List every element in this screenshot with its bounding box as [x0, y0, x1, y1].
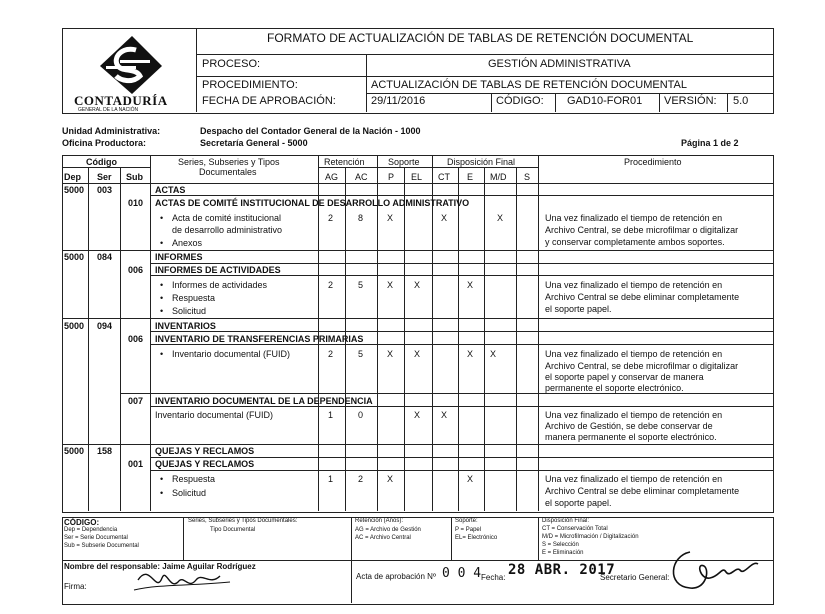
r2-dep: 5000	[64, 252, 85, 262]
r2-t3: • Solicitud	[172, 306, 206, 316]
legend-codigo-h: CÓDIGO:	[64, 518, 100, 527]
r3-e: X	[467, 349, 474, 359]
r5-t2: • Solicitud	[172, 488, 206, 498]
legend-ret-h: Retención (Años):	[355, 518, 404, 524]
acta-label: Acta de aprobación Nº	[356, 572, 436, 581]
logo-sub: GENERAL DE LA NACIÓN	[78, 107, 139, 113]
col-ac: AC	[355, 172, 368, 182]
r4-sub: 007	[128, 396, 144, 406]
r3-p: X	[387, 349, 394, 359]
r5-subname: QUEJAS Y RECLAMOS	[155, 459, 255, 469]
r2-subname: INFORMES DE ACTIVIDADES	[155, 265, 281, 275]
r5-name: QUEJAS Y RECLAMOS	[155, 446, 255, 456]
contaduria-logo	[92, 36, 162, 94]
col-disposicion: Disposición Final	[447, 157, 516, 167]
r2-proc1: Una vez finalizado el tiempo de retención en	[545, 280, 723, 290]
legend-sop-2: EL= Electrónico	[455, 535, 498, 541]
r2-proc3: el soporte papel.	[545, 304, 612, 314]
col-codigo: Código	[86, 157, 117, 167]
r5-proc1: Una vez finalizado el tiempo de retención en	[545, 474, 723, 484]
r2-proc2: Archivo Central se debe eliminar completamente	[545, 292, 740, 302]
r1-proc2: Archivo Central, se debe microfilmar o digitalizar	[545, 225, 739, 235]
r3-t1: • Inventario documental (FUID)	[172, 349, 290, 359]
procedimiento-label: PROCEDIMIENTO:	[202, 79, 298, 91]
secretario-signature	[666, 546, 762, 596]
acta-number: 0 0 4	[442, 566, 482, 581]
legend-codigo-3: Sub = Subserie Documental	[64, 543, 139, 549]
r3-proc3: el soporte papel y conservar de manera	[545, 372, 704, 382]
r4-ct: X	[441, 410, 448, 420]
r1-ac: 8	[358, 213, 364, 223]
col-ag: AG	[325, 172, 339, 182]
r4-proc1: Una vez finalizado el tiempo de retención en	[545, 410, 723, 420]
r4-ac: 0	[358, 410, 364, 420]
col-series: Series, Subseries y Tipos	[178, 157, 280, 167]
legend-disp-1: CT = Conservación Total	[542, 526, 608, 532]
r2-name: INFORMES	[155, 252, 203, 262]
r1-proc1: Una vez finalizado el tiempo de retención en	[545, 213, 723, 223]
legend-disp-h: Disposición Final:	[542, 518, 590, 524]
firma-label: Firma:	[64, 582, 87, 591]
r5-ac: 2	[358, 474, 364, 484]
col-e: E	[467, 172, 474, 182]
r4-ag: 1	[328, 410, 334, 420]
legend-codigo-2: Ser = Serie Documental	[64, 535, 128, 541]
col-sub: Sub	[126, 172, 143, 182]
r3-md: X	[490, 349, 497, 359]
col-el: EL	[411, 172, 423, 182]
proceso-label: PROCESO:	[202, 58, 261, 70]
r5-sub: 001	[128, 459, 144, 469]
procedimiento-value: ACTUALIZACIÓN DE TABLAS DE RETENCIÓN DOCUMENTAL	[371, 79, 687, 91]
legend-ret-2: AC = Archivo Central	[355, 535, 411, 541]
form-title: FORMATO DE ACTUALIZACIÓN DE TABLAS DE RETENCIÓN DOCUMENTAL	[267, 31, 694, 45]
legend-sop-1: P = Papel	[455, 527, 482, 533]
r2-p: X	[387, 280, 394, 290]
fecha-label: FECHA DE APROBACIÓN:	[202, 95, 336, 107]
codigo-label: CÓDIGO:	[496, 95, 544, 107]
legend-disp-2: M/D = Microfilmación / Digitalización	[542, 534, 639, 540]
r1-ser: 003	[97, 185, 113, 195]
r5-proc2: Archivo Central se debe eliminar completamente	[545, 486, 740, 496]
r2-t1: • Informes de actividades	[172, 280, 267, 290]
col-documentales: Documentales	[199, 167, 257, 177]
legend-series-1: Tipo Documental	[210, 527, 256, 533]
r3-proc1: Una vez finalizado el tiempo de retención en	[545, 349, 723, 359]
r3-dep: 5000	[64, 321, 85, 331]
r1-t2: • Anexos	[172, 238, 202, 248]
r2-ser: 084	[97, 252, 113, 262]
secretario-label: Secretario General:	[600, 573, 670, 582]
fecha-footer-label: Fecha:	[481, 573, 506, 582]
r1-proc3: y conservar completamente ambos soportes.	[545, 237, 725, 247]
r5-dep: 5000	[64, 446, 85, 456]
responsable-name: Nombre del responsable: Jaime Aguilar Rodríguez	[64, 562, 256, 571]
col-p: P	[388, 172, 395, 182]
fecha-value: 29/11/2016	[371, 95, 426, 107]
r2-t2: • Respuesta	[172, 293, 215, 303]
col-s: S	[524, 172, 531, 182]
version-value: 5.0	[733, 95, 749, 107]
r1-sub: 010	[128, 198, 144, 208]
r1-md: X	[497, 213, 504, 223]
col-dep: Dep	[64, 172, 82, 182]
r1-ag: 2	[328, 213, 334, 223]
legend-series-h: Series, Subseries y Tipos Documentales:	[188, 518, 298, 524]
legend-disp-3: S = Selección	[542, 542, 579, 548]
logo-name: CONTADURÍA	[74, 93, 168, 108]
page-number: Página 1 de 2	[681, 138, 739, 148]
unidad-label: Unidad Administrativa:	[62, 126, 161, 136]
r2-ac: 5	[358, 280, 364, 290]
col-ct: CT	[438, 172, 450, 182]
oficina-label: Oficina Productora:	[62, 138, 147, 148]
r1-t1b: de desarrollo administrativo	[172, 225, 283, 235]
col-soporte: Soporte	[388, 157, 420, 167]
proceso-value: GESTIÓN ADMINISTRATIVA	[488, 58, 631, 70]
r4-proc3: manera permanente el soporte electrónico.	[545, 432, 717, 442]
col-procedimiento: Procedimiento	[624, 157, 682, 167]
r2-ag: 2	[328, 280, 334, 290]
r4-subname: INVENTARIO DOCUMENTAL DE LA DEPENDENCIA	[155, 396, 373, 406]
unidad-value: Despacho del Contador General de la Nación - 1000	[200, 126, 421, 136]
r4-el: X	[414, 410, 421, 420]
r1-t1a: • Acta de comité institucional	[172, 213, 281, 223]
r3-ac: 5	[358, 349, 364, 359]
r1-p: X	[387, 213, 394, 223]
r5-p: X	[387, 474, 394, 484]
r1-subname: ACTAS DE COMITÉ INSTITUCIONAL DE DESARROLLO ADMINISTRATIVO	[155, 198, 470, 208]
r5-proc3: el soporte papel.	[545, 498, 612, 508]
codigo-value: GAD10-FOR01	[567, 95, 643, 107]
responsable-signature	[130, 560, 240, 596]
r5-e: X	[467, 474, 474, 484]
r3-subname: INVENTARIO DE TRANSFERENCIAS PRIMARIAS	[155, 334, 364, 344]
r3-proc2: Archivo Central, se debe microfilmar o digitalizar	[545, 361, 739, 371]
r2-el: X	[414, 280, 421, 290]
col-md: M/D	[490, 172, 507, 182]
r1-ct: X	[441, 213, 448, 223]
r3-ag: 2	[328, 349, 334, 359]
r5-ag: 1	[328, 474, 334, 484]
legend-ret-1: AG = Archivo de Gestión	[355, 527, 421, 533]
r2-sub: 006	[128, 265, 144, 275]
r3-el: X	[414, 349, 421, 359]
r5-ser: 158	[97, 446, 113, 456]
col-ser: Ser	[97, 172, 112, 182]
col-retencion: Retención	[324, 157, 365, 167]
r3-sub: 006	[128, 334, 144, 344]
r3-proc4: permanente el soporte electrónico.	[545, 383, 684, 393]
fecha-stamp: 28 ABR. 2017	[508, 562, 616, 578]
r5-t1: • Respuesta	[172, 474, 215, 484]
r2-e: X	[467, 280, 474, 290]
version-label: VERSIÓN:	[664, 95, 717, 107]
oficina-value: Secretaría General - 5000	[200, 138, 308, 148]
r4-t1: Inventario documental (FUID)	[155, 410, 274, 420]
r4-proc2: Archivo de Gestión, se debe conservar de	[545, 421, 713, 431]
r1-name: ACTAS	[155, 185, 186, 195]
r3-ser: 094	[97, 321, 113, 331]
r1-dep: 5000	[64, 185, 85, 195]
legend-codigo-1: Dep = Dependencia	[64, 527, 118, 533]
legend-disp-4: E = Eliminación	[542, 550, 584, 556]
legend-sop-h: Soporte:	[455, 518, 478, 524]
r3-name: INVENTARIOS	[155, 321, 216, 331]
